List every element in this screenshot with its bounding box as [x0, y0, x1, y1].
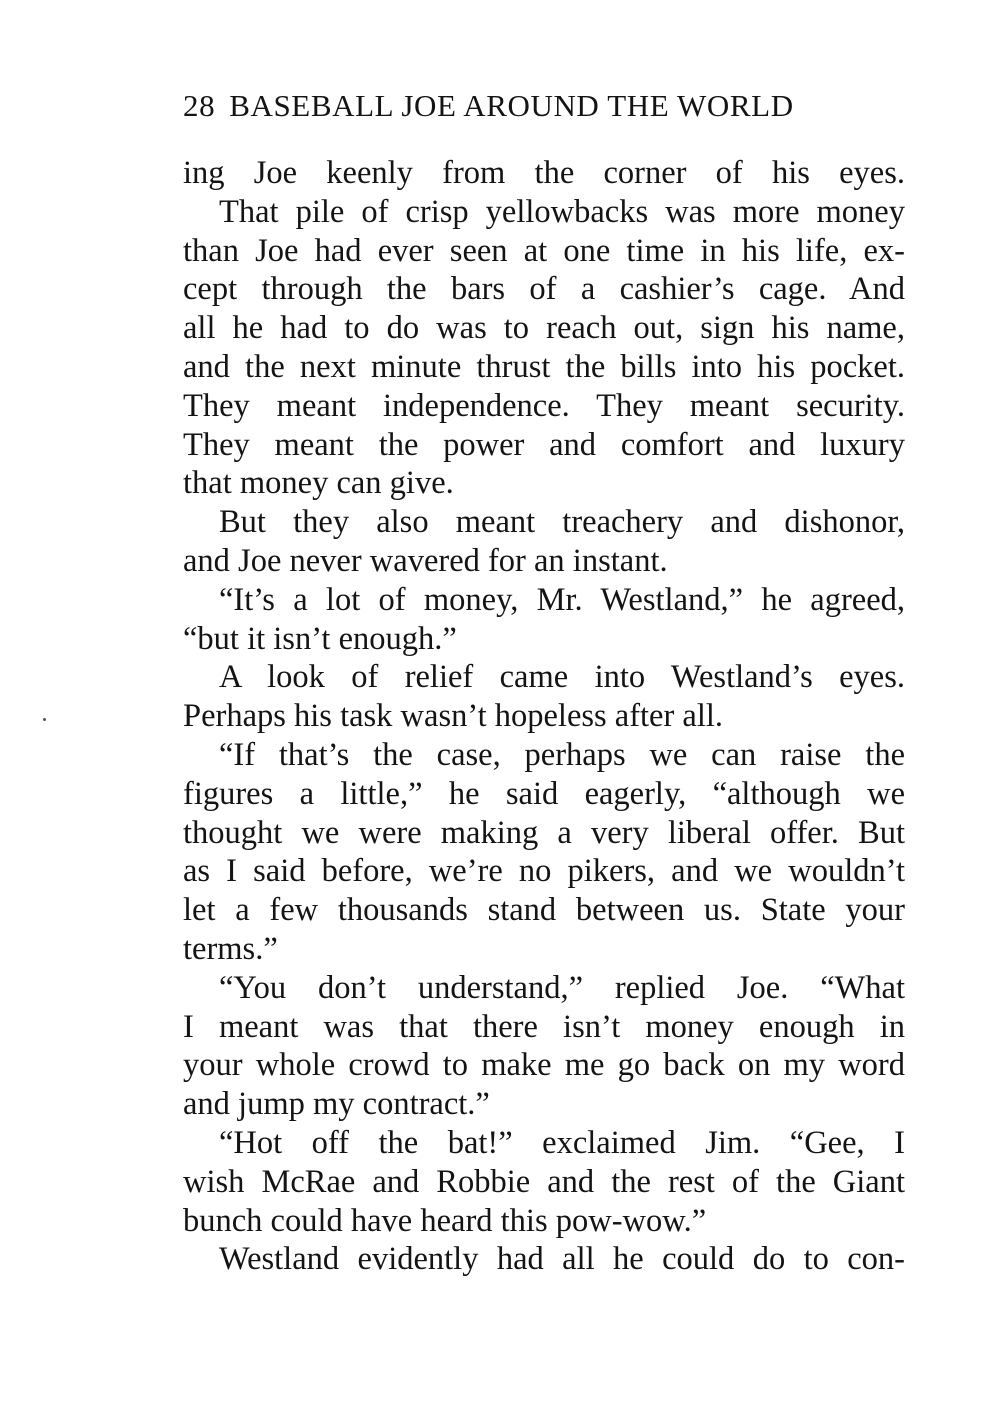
text-line: than Joe had ever seen at one time in his life, ex-	[183, 232, 905, 269]
text-line: A look of relief came into Westland’s eyes.	[219, 659, 905, 696]
page-number: 28	[183, 88, 216, 123]
text-line: all he had to do was to reach out, sign his name,	[183, 310, 905, 347]
text-line: They meant the power and comfort and luxury	[183, 426, 905, 463]
running-title: BASEBALL JOE AROUND THE WORLD	[229, 88, 794, 123]
body-text	[183, 154, 905, 1279]
text-line: “It’s a lot of money, Mr. Westland,” he agreed,	[219, 581, 905, 618]
text-line: and the next minute thrust the bills into his pocket.	[183, 348, 905, 385]
text-line: let a few thousands stand between us. State your	[183, 892, 905, 929]
text-line: “If that’s the case, perhaps we can raise the	[219, 736, 905, 773]
running-header	[183, 88, 903, 132]
scan-speck	[43, 718, 46, 721]
text-line: that money can give.	[183, 465, 454, 502]
text-line: Perhaps his task wasn’t hopeless after all.	[183, 698, 724, 735]
text-line: and jump my contract.”	[183, 1086, 490, 1123]
text-line: I meant was that there isn’t money enough in	[183, 1008, 905, 1045]
text-line: and Joe never wavered for an instant.	[183, 542, 668, 579]
text-line: bunch could have heard this pow-wow.”	[183, 1202, 707, 1239]
text-line: They meant independence. They meant security.	[183, 387, 905, 424]
text-line: terms.”	[183, 930, 278, 967]
text-line: “Hot off the bat!” exclaimed Jim. “Gee, I	[219, 1124, 905, 1161]
text-line: as I said before, we’re no pikers, and we wouldn’t	[183, 853, 905, 890]
text-line: figures a little,” he said eagerly, “although we	[183, 775, 905, 812]
text-line: thought we were making a very liberal offer. But	[183, 814, 905, 851]
text-line: wish McRae and Robbie and the rest of the Giant	[183, 1163, 905, 1200]
text-line: ing Joe keenly from the corner of his eyes.	[183, 155, 905, 191]
text-line: Westland evidently had all he could do to con-	[219, 1241, 905, 1278]
text-line: “but it isn’t enough.”	[183, 620, 457, 657]
text-line: “You don’t understand,” replied Joe. “What	[219, 969, 905, 1006]
text-line: But they also meant treachery and dishonor,	[219, 504, 905, 541]
text-line: That pile of crisp yellowbacks was more money	[219, 193, 905, 230]
text-line: cept through the bars of a cashier’s cage. And	[183, 271, 905, 308]
text-line: your whole crowd to make me go back on my word	[183, 1047, 905, 1084]
